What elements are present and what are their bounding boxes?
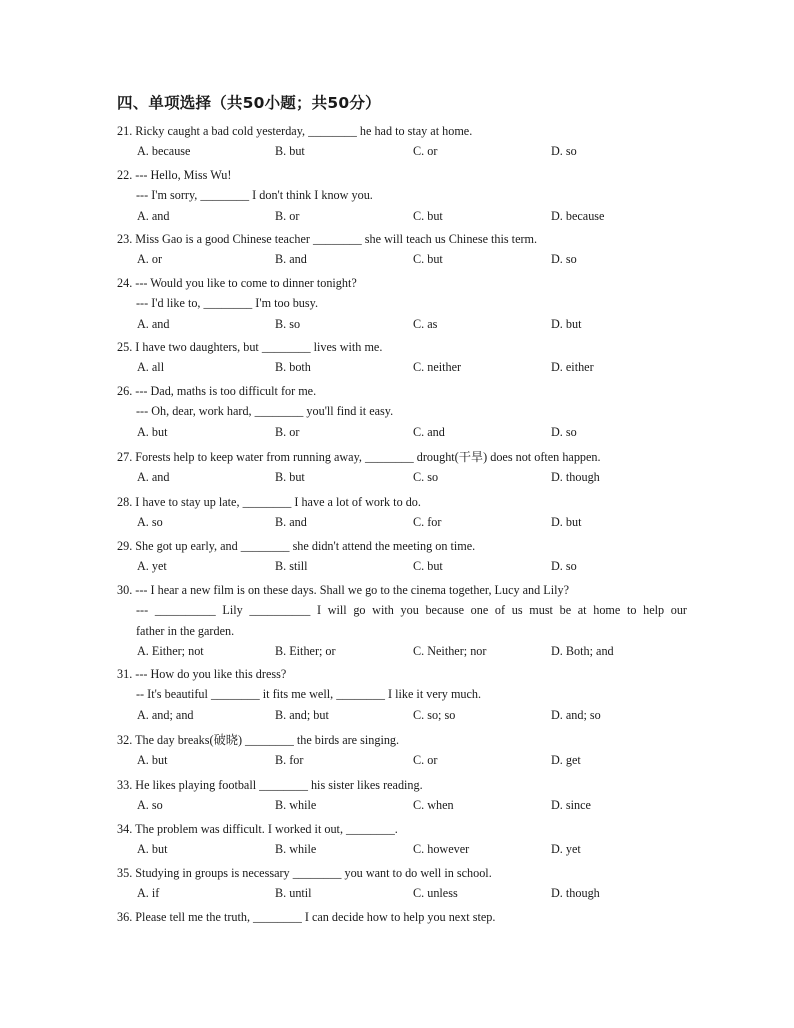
answer-option[interactable]: A. so — [137, 798, 163, 813]
answer-option[interactable]: A. and — [137, 316, 170, 331]
question-number: 22. — [117, 168, 133, 182]
question-stem — [117, 273, 687, 293]
answer-options — [117, 795, 687, 815]
answer-option[interactable]: B. and — [275, 252, 307, 267]
answer-option[interactable]: A. Either; not — [137, 644, 204, 659]
question-text: --- Would you like to come to dinner tonight? — [135, 276, 357, 290]
question-stem — [117, 492, 687, 512]
answer-option[interactable]: D. because — [551, 208, 605, 223]
answer-options — [117, 512, 687, 532]
answer-options — [117, 141, 687, 161]
answer-option[interactable]: B. while — [275, 842, 317, 857]
question-30 — [117, 580, 687, 662]
question-stem — [117, 337, 687, 357]
answer-option[interactable]: A. but — [137, 842, 168, 857]
question-text: He likes playing football ________ his sister likes reading. — [135, 778, 423, 792]
answer-options — [117, 750, 687, 770]
question-text: I have two daughters, but ________ lives with me. — [135, 340, 383, 354]
question-number: 24. — [117, 276, 133, 290]
answer-options — [117, 314, 687, 334]
answer-option[interactable]: D. but — [551, 316, 582, 331]
question-number: 21. — [117, 124, 133, 138]
answer-option[interactable]: C. as — [413, 316, 438, 331]
question-32 — [117, 730, 687, 771]
question-21 — [117, 121, 687, 162]
answer-option[interactable]: C. when — [413, 798, 454, 813]
answer-option[interactable]: A. but — [137, 424, 168, 439]
answer-option[interactable]: C. or — [413, 144, 438, 159]
answer-option[interactable]: A. all — [137, 360, 165, 375]
answer-option[interactable]: B. for — [275, 753, 304, 768]
question-stem — [117, 664, 687, 684]
question-text: Ricky caught a bad cold yesterday, ________ he had to stay at home. — [135, 124, 473, 138]
question-number: 25. — [117, 340, 133, 354]
question-text: --- Hello, Miss Wu! — [135, 168, 232, 182]
question-text: father in the garden. — [136, 623, 235, 638]
question-line — [117, 293, 687, 313]
question-33 — [117, 775, 687, 816]
answer-options — [117, 357, 687, 377]
question-stem — [117, 580, 687, 600]
answer-option[interactable]: C. but — [413, 252, 443, 267]
question-number: 34. — [117, 822, 133, 836]
question-line — [117, 600, 687, 620]
question-line — [117, 401, 687, 421]
answer-option[interactable]: C. but — [413, 208, 443, 223]
answer-option[interactable]: A. yet — [137, 559, 167, 574]
question-34 — [117, 819, 687, 860]
answer-option[interactable]: A. and — [137, 470, 170, 485]
answer-option[interactable]: C. or — [413, 753, 438, 768]
answer-option[interactable]: D. since — [551, 798, 591, 813]
question-28 — [117, 492, 687, 533]
question-stem — [117, 447, 687, 467]
question-text: The day breaks(破晓) ________ the birds are singing. — [135, 733, 400, 747]
question-text: She got up early, and ________ she didn't attend the meeting on time. — [135, 539, 476, 553]
answer-option[interactable]: A. because — [137, 144, 191, 159]
answer-option[interactable]: B. while — [275, 798, 317, 813]
question-22 — [117, 165, 687, 226]
answer-options — [117, 206, 687, 226]
question-stem — [117, 907, 687, 927]
question-number: 23. — [117, 232, 133, 246]
answer-options — [117, 556, 687, 576]
question-number: 31. — [117, 667, 133, 681]
answer-option[interactable]: D. so — [551, 252, 577, 267]
answer-option[interactable]: C. unless — [413, 886, 458, 901]
answer-option[interactable]: B. so — [275, 316, 301, 331]
answer-option[interactable]: D. so — [551, 559, 577, 574]
answer-option[interactable]: B. Either; or — [275, 644, 336, 659]
answer-options — [117, 422, 687, 442]
answer-option[interactable]: B. and — [275, 515, 307, 530]
question-text: The problem was difficult. I worked it out, ________. — [135, 822, 398, 836]
answer-option[interactable]: B. but — [275, 470, 305, 485]
answer-option[interactable]: A. and; and — [137, 707, 194, 722]
question-text: -- It's beautiful ________ it fits me well, ________ I like it very much. — [136, 687, 482, 702]
question-35 — [117, 863, 687, 904]
answer-option[interactable]: C. and — [413, 424, 445, 439]
answer-option[interactable]: B. until — [275, 886, 312, 901]
question-text: --- Dad, maths is too difficult for me. — [135, 384, 317, 398]
answer-option[interactable]: A. and — [137, 208, 170, 223]
question-23 — [117, 229, 687, 270]
question-24 — [117, 273, 687, 334]
question-text: --- I hear a new film is on these days. Shall we go to the cinema together, Lucy and Lily? — [135, 583, 570, 597]
question-stem — [117, 863, 687, 883]
answer-option[interactable]: D. either — [551, 360, 594, 375]
question-stem — [117, 819, 687, 839]
question-number: 30. — [117, 583, 133, 597]
answer-options — [117, 467, 687, 487]
question-text: --- How do you like this dress? — [135, 667, 287, 681]
answer-option[interactable]: D. Both; and — [551, 644, 614, 659]
answer-option[interactable]: A. so — [137, 515, 163, 530]
answer-option[interactable]: C. so — [413, 470, 439, 485]
question-text: Studying in groups is necessary ________ you want to do well in school. — [135, 866, 492, 880]
answer-options — [117, 641, 687, 661]
answer-option[interactable]: C. but — [413, 559, 443, 574]
question-text: --- I'd like to, ________ I'm too busy. — [136, 296, 318, 311]
answer-option[interactable]: D. yet — [551, 842, 581, 857]
answer-option[interactable]: D. get — [551, 753, 581, 768]
question-27 — [117, 447, 687, 488]
question-text: --- Oh, dear, work hard, ________ you'll find it easy. — [136, 404, 394, 419]
question-number: 27. — [117, 450, 133, 464]
question-stem — [117, 229, 687, 249]
question-text: I have to stay up late, ________ I have a lot of work to do. — [135, 495, 421, 509]
answer-option[interactable]: A. if — [137, 886, 160, 901]
question-36 — [117, 907, 687, 927]
question-text: Please tell me the truth, ________ I can decide how to help you next step. — [135, 910, 496, 924]
question-31 — [117, 664, 687, 725]
question-stem — [117, 536, 687, 556]
question-line — [117, 684, 687, 704]
question-stem — [117, 381, 687, 401]
answer-option[interactable]: B. and; but — [275, 707, 329, 722]
question-29 — [117, 536, 687, 577]
question-number: 29. — [117, 539, 133, 553]
question-number: 26. — [117, 384, 133, 398]
answer-option[interactable]: B. or — [275, 208, 300, 223]
question-stem — [117, 730, 687, 750]
question-text: --- I'm sorry, ________ I don't think I know you. — [136, 188, 373, 203]
answer-option[interactable]: D. but — [551, 515, 582, 530]
question-text: --- __________ Lily __________ I will go with you because one of us must be at home to help our — [136, 603, 687, 618]
answer-option[interactable]: D. and; so — [551, 707, 601, 722]
question-number: 35. — [117, 866, 133, 880]
answer-options — [117, 705, 687, 725]
answer-option[interactable]: D. though — [551, 470, 600, 485]
answer-option[interactable]: B. but — [275, 144, 305, 159]
answer-option[interactable]: D. so — [551, 424, 577, 439]
question-stem — [117, 775, 687, 795]
answer-option[interactable]: B. both — [275, 360, 311, 375]
question-stem — [117, 121, 687, 141]
question-number: 32. — [117, 733, 133, 747]
answer-options — [117, 839, 687, 859]
answer-option[interactable]: A. or — [137, 252, 163, 267]
answer-option[interactable]: C. Neither; nor — [413, 644, 487, 659]
answer-option[interactable]: C. however — [413, 842, 470, 857]
question-text: Miss Gao is a good Chinese teacher ________ she will teach us Chinese this term. — [135, 232, 538, 246]
answer-option[interactable]: D. though — [551, 886, 600, 901]
question-line — [117, 621, 687, 641]
answer-option[interactable]: D. so — [551, 144, 577, 159]
question-number: 28. — [117, 495, 133, 509]
answer-option[interactable]: C. neither — [413, 360, 462, 375]
answer-option[interactable]: C. so; so — [413, 707, 456, 722]
answer-option[interactable]: B. or — [275, 424, 300, 439]
question-number: 36. — [117, 910, 133, 924]
section-title: 四、单项选择（共50小题；共50分） — [117, 94, 381, 112]
answer-option[interactable]: B. still — [275, 559, 308, 574]
answer-option[interactable]: C. for — [413, 515, 442, 530]
question-line — [117, 185, 687, 205]
answer-options — [117, 883, 687, 903]
question-stem — [117, 165, 687, 185]
question-26 — [117, 381, 687, 442]
question-number: 33. — [117, 778, 133, 792]
answer-option[interactable]: A. but — [137, 753, 168, 768]
question-25 — [117, 337, 687, 378]
answer-options — [117, 249, 687, 269]
question-text: Forests help to keep water from running away, ________ drought(干旱) does not often happen. — [135, 450, 601, 464]
